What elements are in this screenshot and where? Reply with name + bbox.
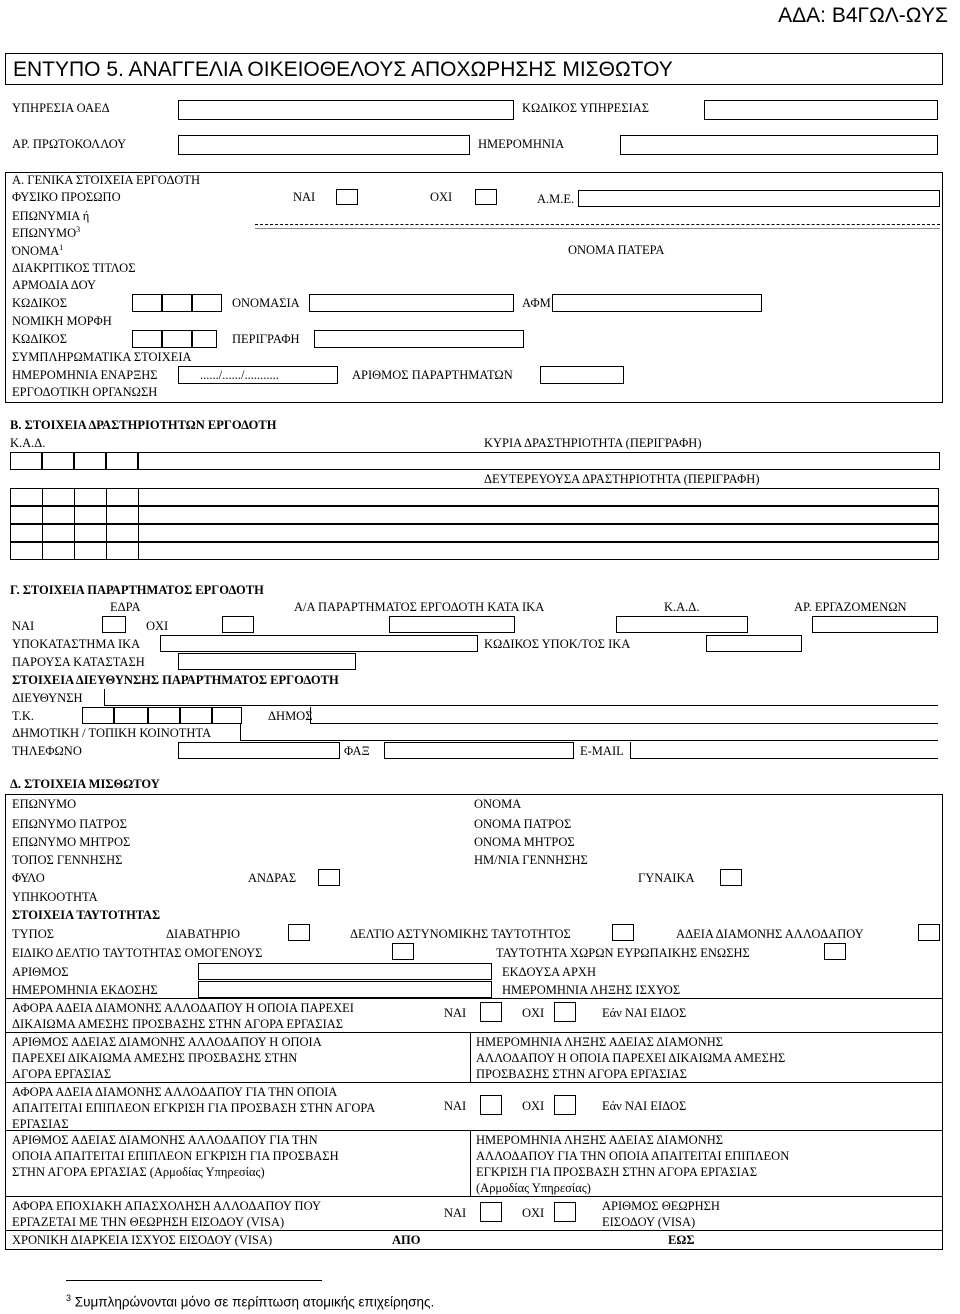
ame-label: Α.Μ.Ε. [537,192,575,206]
special-id-label: ΕΙΔΙΚΟ ΔΕΛΤΙΟ ΤΑΥΤΟΤΗΤΑΣ ΟΜΟΓΕΝΟΥΣ [12,946,263,960]
seat-no-label: ΟΧΙ [146,619,169,633]
mother-surname-label: ΕΠΩΝΥΜΟ ΜΗΤΡΟΣ [12,835,131,849]
date-label: ΗΜΕΡΟΜΗΝΙΑ [478,137,565,151]
passport-checkbox[interactable] [288,924,310,941]
brand-title-label: ΔΙΑΚΡΙΤΙΚΟΣ ΤΙΤΛΟΣ [12,261,136,275]
ika-branch-label: ΥΠΟΚΑΤΑΣΤΗΜΑ ΙΚΑ [12,637,141,651]
eu-id-checkbox[interactable] [824,943,846,960]
passport-label: ΔΙΑΒΑΤΗΡΙΟ [166,927,241,941]
seat-yes-checkbox[interactable] [102,616,126,633]
postcode-box-1[interactable] [82,707,114,724]
yes-label: ΝΑΙ [293,190,316,204]
footnote: $^3$ Συμπληρώνονται μόνο σε περίπτωση ατομικής επιχείρησης. [66,1293,435,1310]
legal-code-box-3[interactable] [192,330,217,348]
secondary-activity-kad-row-3[interactable] [10,524,938,542]
ika-code-field[interactable] [706,635,802,652]
branches-count-label: ΑΡΙΘΜΟΣ ΠΑΡΑΡΤΗΜΑΤΩΝ [352,368,513,382]
legal-code-label: ΚΩΔΙΚΟΣ [12,332,67,346]
sex-label: ΦΥΛΟ [12,871,45,885]
main-activity-kad-2[interactable] [42,452,74,470]
physical-person-label: ΦΥΣΙΚΟ ΠΡΟΣΩΠΟ [12,190,121,204]
q2-label: ΑΡΙΘΜΟΣ ΑΔΕΙΑΣ ΔΙΑΜΟΝΗΣ ΑΛΛΟΔΑΠΟΥ Η ΟΠΟΙΑ ΠΑΡΕΧΕΙ ΔΙΚΑΙΩΜΑ ΑΜΕΣΗΣ ΠΡΟΣΒΑΣΗΣ ΣΤΗΝ ΑΓΟΡΑ ΕΡΓΑΣΙΑΣ [12,1035,322,1081]
doy-label: ΑΡΜΟΔΙΑ ΔΟΥ [12,278,97,292]
postcode-box-3[interactable] [148,707,180,724]
service-field[interactable] [178,100,514,120]
legal-code-box-1[interactable] [132,330,162,348]
q1-if-yes-label: Εάν ΝΑΙ ΕΙΔΟΣ [602,1006,687,1020]
physical-yes-checkbox[interactable] [336,189,358,205]
postcode-label: Τ.Κ. [12,709,34,723]
seat-no-checkbox[interactable] [222,616,254,633]
q4-label: ΑΡΙΘΜΟΣ ΑΔΕΙΑΣ ΔΙΑΜΟΝΗΣ ΑΛΛΟΔΑΠΟΥ ΓΙΑ ΤΗΝ ΟΠΟΙΑ ΑΠΑΙΤΕΙΤΑΙ ΕΠΙΠΛΕΟΝ ΕΓΚΡΙΣΗ ΓΙΑ ΠΡΟΣΒΑΣΗ ΣΤΗΝ ΑΓΟΡΑ ΕΡΓΑΣΙΑΣ (Αρμοδίας Υπηρεσίας) [12,1133,339,1179]
phone-field[interactable] [178,742,340,759]
q1-no-label: ΟΧΙ [522,1006,545,1020]
company-name-label-1: ΕΠΩΝΥΜΙΑ ή [12,209,90,223]
phone-label: ΤΗΛΕΦΩΝΟ [12,744,82,758]
seat-label: ΕΔΡΑ [110,600,141,614]
service-code-label: ΚΩΔΙΚΟΣ ΥΠΗΡΕΣΙΑΣ [522,101,650,115]
section-b-heading: Β. ΣΤΟΙΧΕΙΑ ΔΡΑΣΤΗΡΙΟΤΗΤΩΝ ΕΡΓΟΔΟΤΗ [10,418,277,432]
main-activity-kad-1[interactable] [10,452,42,470]
q5-no-label: ΟΧΙ [522,1206,545,1220]
section-a-heading: Α. ΓΕΝΙΚΑ ΣΤΟΙΧΕΙΑ ΕΡΓΟΔΟΤΗ [12,173,201,187]
section-c-heading: Γ. ΣΤΟΙΧΕΙΑ ΠΑΡΑΡΤΗΜΑΤΟΣ ΕΡΓΟΔΟΤΗ [10,583,264,597]
expiry-date-label: ΗΜΕΡΟΜΗΝΙΑ ΛΗΞΗΣ ΙΣΧΥΟΣ [502,983,681,997]
municipality-field[interactable] [310,707,938,724]
current-status-label: ΠΑΡΟΥΣΑ ΚΑΤΑΣΤΑΣΗ [12,655,145,669]
postcode-box-2[interactable] [114,707,148,724]
police-id-label: ΔΕΛΤΙΟ ΑΣΤΥΝΟΜΙΚΗΣ ΤΑΥΤΟΤΗΤΟΣ [350,927,571,941]
page-title: ΕΝΤΥΠΟ 5. ΑΝΑΓΓΕΛΙΑ ΟΙΚΕΙΟΘΕΛΟΥΣ ΑΠΟΧΩΡΗΣΗΣ ΜΙΣΘΩΤΟΥ [13,58,673,81]
issue-date-field[interactable] [198,981,492,998]
q5-no-checkbox[interactable] [554,1202,576,1222]
id-heading: ΣΤΟΙΧΕΙΑ ΤΑΥΤΟΤΗΤΑΣ [12,908,161,922]
service-label: ΥΠΗΡΕΣΙΑ ΟΑΕΔ [12,101,110,115]
start-date-label: ΗΜΕΡΟΜΗΝΙΑ ΕΝΑΡΞΗΣ [12,368,158,382]
visa-from-label: ΑΠΟ [392,1233,421,1247]
ame-field[interactable] [578,190,940,207]
female-checkbox[interactable] [720,869,742,886]
issuing-authority-label: ΕΚΔΟΥΣΑ ΑΡΧΗ [502,965,596,979]
postcode-box-4[interactable] [180,707,212,724]
email-label: E-MAIL [580,744,624,758]
male-label: ΑΝΔΡΑΣ [248,871,297,885]
afm-field[interactable] [552,294,762,312]
employer-org-label: ΕΡΓΟΔΟΤΙΚΗ ΟΡΓΑΝΩΣΗ [12,385,158,399]
father-name-label: ΟΝΟΜΑ ΠΑΤΕΡΑ [568,243,665,257]
q1-label: ΑΦΟΡΑ ΑΔΕΙΑ ΔΙΑΜΟΝΗΣ ΑΛΛΟΔΑΠΟΥ Η ΟΠΟΙΑ ΠΑΡΕΧΕΙ ΔΙΚΑΙΩΜΑ ΑΜΕΣΗΣ ΠΡΟΣΒΑΣΗΣ ΣΤΗΝ ΑΓΟΡΑ ΕΡΓΑΣΙΑΣ [12,1001,354,1031]
q5-label: ΑΦΟΡΑ ΕΠΟΧΙΑΚΗ ΑΠΑΣΧΟΛΗΣΗ ΑΛΛΟΔΑΠΟΥ ΠΟΥ ΕΡΓΑΖΕΤΑΙ ΜΕ ΤΗΝ ΘΕΩΡΗΣΗ ΕΙΣΟΔΟΥ (VISA) [12,1199,321,1229]
q5-yes-checkbox[interactable] [480,1202,502,1222]
father-name-label-d: ΟΝΟΜΑ ΠΑΤΡΟΣ [474,817,572,831]
footnote-separator [66,1280,322,1281]
doy-naming-field[interactable] [309,294,514,312]
fax-label: ΦΑΞ [344,744,370,758]
legal-description-label: ΠΕΡΙΓΡΑΦΗ [232,332,300,346]
q3-label: ΑΦΟΡΑ ΑΔΕΙΑ ΔΙΑΜΟΝΗΣ ΑΛΛΟΔΑΠΟΥ ΓΙΑ ΤΗΝ ΟΠΟΙΑ ΑΠΑΙΤΕΙΤΑΙ ΕΠΙΠΛΕΟΝ ΕΓΚΡΙΣΗ ΓΙΑ ΠΡΟΣΒΑΣΗ ΣΤΗΝ ΑΓΟΡΑ ΕΡΓΑΣΙΑΣ [12,1085,375,1131]
id-number-label: ΑΡΙΘΜΟΣ [12,965,69,979]
protocol-field[interactable] [178,135,470,155]
q2-right-label: ΗΜΕΡΟΜΗΝΙΑ ΛΗΞΗΣ ΑΔΕΙΑΣ ΔΙΑΜΟΝΗΣ ΑΛΛΟΔΑΠΟΥ Η ΟΠΟΙΑ ΠΑΡΕΧΕΙ ΔΙΚΑΙΩΜΑ ΑΜΕΣΗΣ ΠΡΟΣΒΑΣΗΣ ΣΤΗΝ ΑΓΟΡΑ ΕΡΓΑΣΙΑΣ [476,1035,786,1081]
police-id-checkbox[interactable] [612,924,634,941]
legal-form-label: ΝΟΜΙΚΗ ΜΟΡΦΗ [12,314,112,328]
secondary-activity-kad-row-2[interactable] [10,506,938,524]
section-d-heading: Δ. ΣΤΟΙΧΕΙΑ ΜΙΣΘΩΤΟΥ [10,777,160,791]
company-name-label-2: ΕΠΩΝΥΜΟ$^3$ [12,225,81,241]
branch-number-label: Α/Α ΠΑΡΑΡΤΗΜΑΤΟΣ ΕΡΓΟΔΟΤΗ ΚΑΤΑ ΙΚΑ [294,600,545,614]
nationality-label: ΥΠΗΚΟΟΤΗΤΑ [12,890,98,904]
start-date-mask: ....../....../........... [200,368,279,382]
id-type-label: ΤΥΠΟΣ [12,927,54,941]
q1-yes-label: ΝΑΙ [444,1006,467,1020]
email-field[interactable] [630,742,938,759]
postcode-box-5[interactable] [212,707,242,724]
address-field[interactable] [104,689,938,706]
id-number-field[interactable] [198,963,492,980]
branch-kad-label: Κ.Α.Δ. [664,600,700,614]
residence-permit-checkbox[interactable] [918,924,940,941]
doy-code-box-1[interactable] [132,294,162,312]
doy-code-box-3[interactable] [192,294,222,312]
q4-right-label: ΗΜΕΡΟΜΗΝΙΑ ΛΗΞΗΣ ΑΔΕΙΑΣ ΔΙΑΜΟΝΗΣ ΑΛΛΟΔΑΠΟΥ ΓΙΑ ΤΗΝ ΟΠΟΙΑ ΑΠΑΙΤΕΙΤΑΙ ΕΠΙΠΛΕΟΝ ΕΓΚΡΙΣΗ ΓΙΑ ΠΡΟΣΒΑΣΗ ΣΤΗΝ ΑΓΟΡΑ ΕΡΓΑΣΙΑΣ (Αρμοδίας Υπηρεσίας) [476,1133,790,1195]
community-label: ΔΗΜΟΤΙΚΗ / ΤΟΠΙΚΗ ΚΟΙΝΟΤΗΤΑ [12,726,212,740]
extra-info-label: ΣΥΜΠΛΗΡΩΜΑΤΙΚΑ ΣΤΟΙΧΕΙΑ [12,350,192,364]
visa-duration-label: ΧΡΟΝΙΚΗ ΔΙΑΡΚΕΙΑ ΙΣΧΥΟΣ ΕΙΣΟΔΟΥ (VISA) [12,1233,273,1247]
main-activity-kad-3[interactable] [74,452,106,470]
name-label: ΟΝΟΜΑ [474,797,522,811]
first-name-label: ΌΝΟΜΑ$^1$ [12,243,64,259]
surname-label: ΕΠΩΝΥΜΟ [12,797,77,811]
service-code-field[interactable] [704,100,938,120]
address-label: ΔΙΕΥΘΥΝΣΗ [12,691,83,705]
special-id-checkbox[interactable] [392,943,414,960]
mother-name-label: ΟΝΟΜΑ ΜΗΤΡΟΣ [474,835,575,849]
q3-no-checkbox[interactable] [554,1095,576,1115]
residence-permit-label: ΑΔΕΙΑ ΔΙΑΜΟΝΗΣ ΑΛΛΟΔΑΠΟΥ [676,927,864,941]
doy-code-box-2[interactable] [162,294,192,312]
issue-date-label: ΗΜΕΡΟΜΗΝΙΑ ΕΚΔΟΣΗΣ [12,983,158,997]
q3-yes-checkbox[interactable] [480,1095,502,1115]
company-name-line[interactable] [255,224,940,225]
community-field[interactable] [240,724,938,741]
branches-count-field[interactable] [540,366,624,384]
father-surname-label: ΕΠΩΝΥΜΟ ΠΑΤΡΟΣ [12,817,127,831]
fax-field[interactable] [384,742,574,759]
legal-code-box-2[interactable] [162,330,192,348]
ika-code-label: ΚΩΔΙΚΟΣ ΥΠΟΚ/ΤΟΣ ΙΚΑ [484,637,631,651]
q1-yes-checkbox[interactable] [480,1002,502,1022]
main-activity-label: ΚΥΡΙΑ ΔΡΑΣΤΗΡΙΟΤΗΤΑ (ΠΕΡΙΓΡΑΦΗ) [484,436,702,450]
legal-description-field[interactable] [314,330,524,348]
doy-code-label: ΚΩΔΙΚΟΣ [12,296,67,310]
date-field[interactable] [620,135,938,155]
main-activity-kad-4[interactable] [106,452,138,470]
branch-kad-field[interactable] [616,616,748,633]
kad-label: Κ.Α.Δ. [10,436,46,450]
no-label: ΟΧΙ [430,190,453,204]
visa-to-label: ΕΩΣ [668,1233,695,1247]
employees-count-label: ΑΡ. ΕΡΓΑΖΟΜΕΝΩΝ [794,600,907,614]
q5-right-label: ΑΡΙΘΜΟΣ ΘΕΩΡΗΣΗ ΕΙΣΟΔΟΥ (VISA) [602,1199,720,1229]
doy-naming-label: ΟΝΟΜΑΣΙΑ [232,296,300,310]
birthplace-label: ΤΟΠΟΣ ΓΕΝΝΗΣΗΣ [12,853,123,867]
eu-id-label: ΤΑΥΤΟΤΗΤΑ ΧΩΡΩΝ ΕΥΡΩΠΑΙΚΗΣ ΕΝΩΣΗΣ [496,946,750,960]
q5-yes-label: ΝΑΙ [444,1206,467,1220]
protocol-label: ΑΡ. ΠΡΩΤΟΚΟΛΛΟΥ [12,137,127,151]
current-status-field[interactable] [178,653,356,670]
female-label: ΓΥΝΑΙΚΑ [638,871,695,885]
secondary-activity-label: ΔΕΥΤΕΡΕΥΟΥΣΑ ΔΡΑΣΤΗΡΙΟΤΗΤΑ (ΠΕΡΙΓΡΑΦΗ) [484,472,760,486]
ika-branch-field[interactable] [160,635,478,652]
q3-no-label: ΟΧΙ [522,1099,545,1113]
seat-yes-label: ΝΑΙ [12,619,35,633]
branch-address-heading: ΣΤΟΙΧΕΙΑ ΔΙΕΥΘΥΝΣΗΣ ΠΑΡΑΡΤΗΜΑΤΟΣ ΕΡΓΟΔΟΤΗ [12,673,339,687]
secondary-activity-kad-row-1[interactable] [10,488,938,506]
male-checkbox[interactable] [318,869,340,886]
physical-no-checkbox[interactable] [475,189,497,205]
q3-if-yes-label: Εάν ΝΑΙ ΕΙΔΟΣ [602,1099,687,1113]
q3-yes-label: ΝΑΙ [444,1099,467,1113]
branch-number-field[interactable] [389,616,515,633]
secondary-activity-kad-row-4[interactable] [10,542,938,560]
afm-label: ΑΦΜ [522,296,551,310]
employees-count-field[interactable] [812,616,938,633]
ada-code: ΑΔΑ: Β4ΓΩΛ-ΩΥΣ [778,4,948,27]
q1-no-checkbox[interactable] [554,1002,576,1022]
birthdate-label: ΗΜ/ΝΙΑ ΓΕΝΝΗΣΗΣ [474,853,588,867]
main-activity-description[interactable] [138,452,940,470]
municipality-label: ΔΗΜΟΣ [268,709,313,723]
